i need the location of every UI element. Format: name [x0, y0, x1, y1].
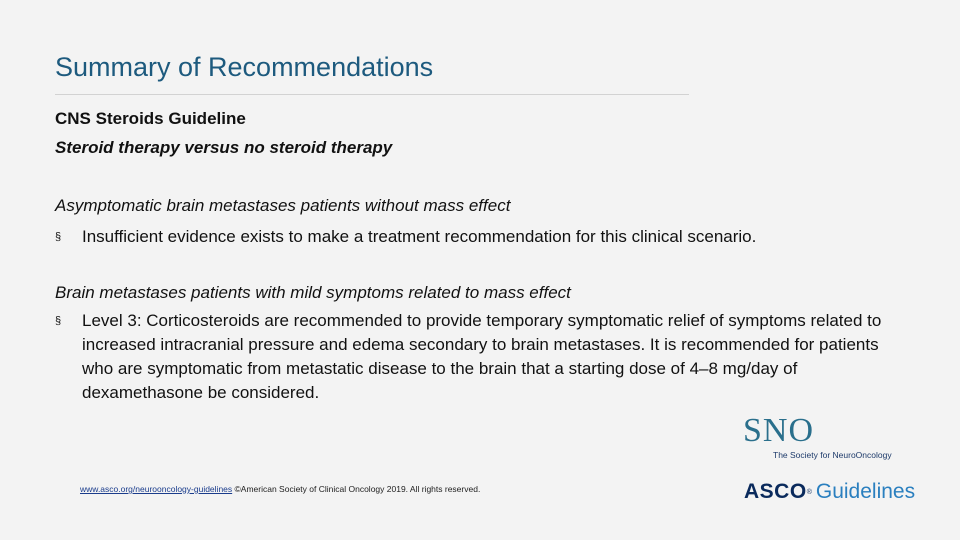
footer — [80, 484, 480, 494]
bullet-marker: § — [55, 231, 62, 243]
copyright-text: ©American Society of Clinical Oncology 2019. All rights reserved. — [232, 484, 481, 494]
bullet-asymptomatic — [55, 225, 905, 249]
sno-tagline: The Society for NeuroOncology — [773, 450, 892, 460]
title-divider — [55, 94, 689, 95]
bullet-text: Level 3: Corticosteroids are recommended to provide temporary symptomatic relief of symptoms related to increased intracranial pressure and edema secondary to brain metastases. It is recommended for patients who are symptomatic from metastatic disease to the brain that a starting dose of 4–8 mg/day of dexamethasone be considered. — [82, 311, 882, 402]
comparison-subtitle: Steroid therapy versus no steroid therapy — [55, 138, 393, 157]
section-heading-mild-symptoms: Brain metastases patients with mild symptoms related to mass effect — [55, 283, 571, 302]
asco-logo-word: ASCO — [744, 480, 807, 503]
sno-logo — [743, 414, 913, 462]
asco-trademark: ® — [806, 488, 812, 496]
asco-guidelines-word: Guidelines — [815, 480, 916, 503]
bullet-mild-symptoms — [55, 309, 905, 405]
section-heading-asymptomatic: Asymptomatic brain metastases patients without mass effect — [55, 196, 511, 215]
sno-logo-mark: SNO — [743, 412, 815, 449]
bullet-marker: § — [55, 315, 62, 327]
guideline-name: CNS Steroids Guideline — [55, 109, 246, 128]
asco-guidelines-logo — [744, 478, 915, 506]
guidelines-link[interactable]: www.asco.org/neurooncology-guidelines — [80, 484, 233, 494]
bullet-text: Insufficient evidence exists to make a treatment recommendation for this clinical scenario. — [82, 227, 757, 246]
slide-title: Summary of Recommendations — [55, 52, 434, 82]
